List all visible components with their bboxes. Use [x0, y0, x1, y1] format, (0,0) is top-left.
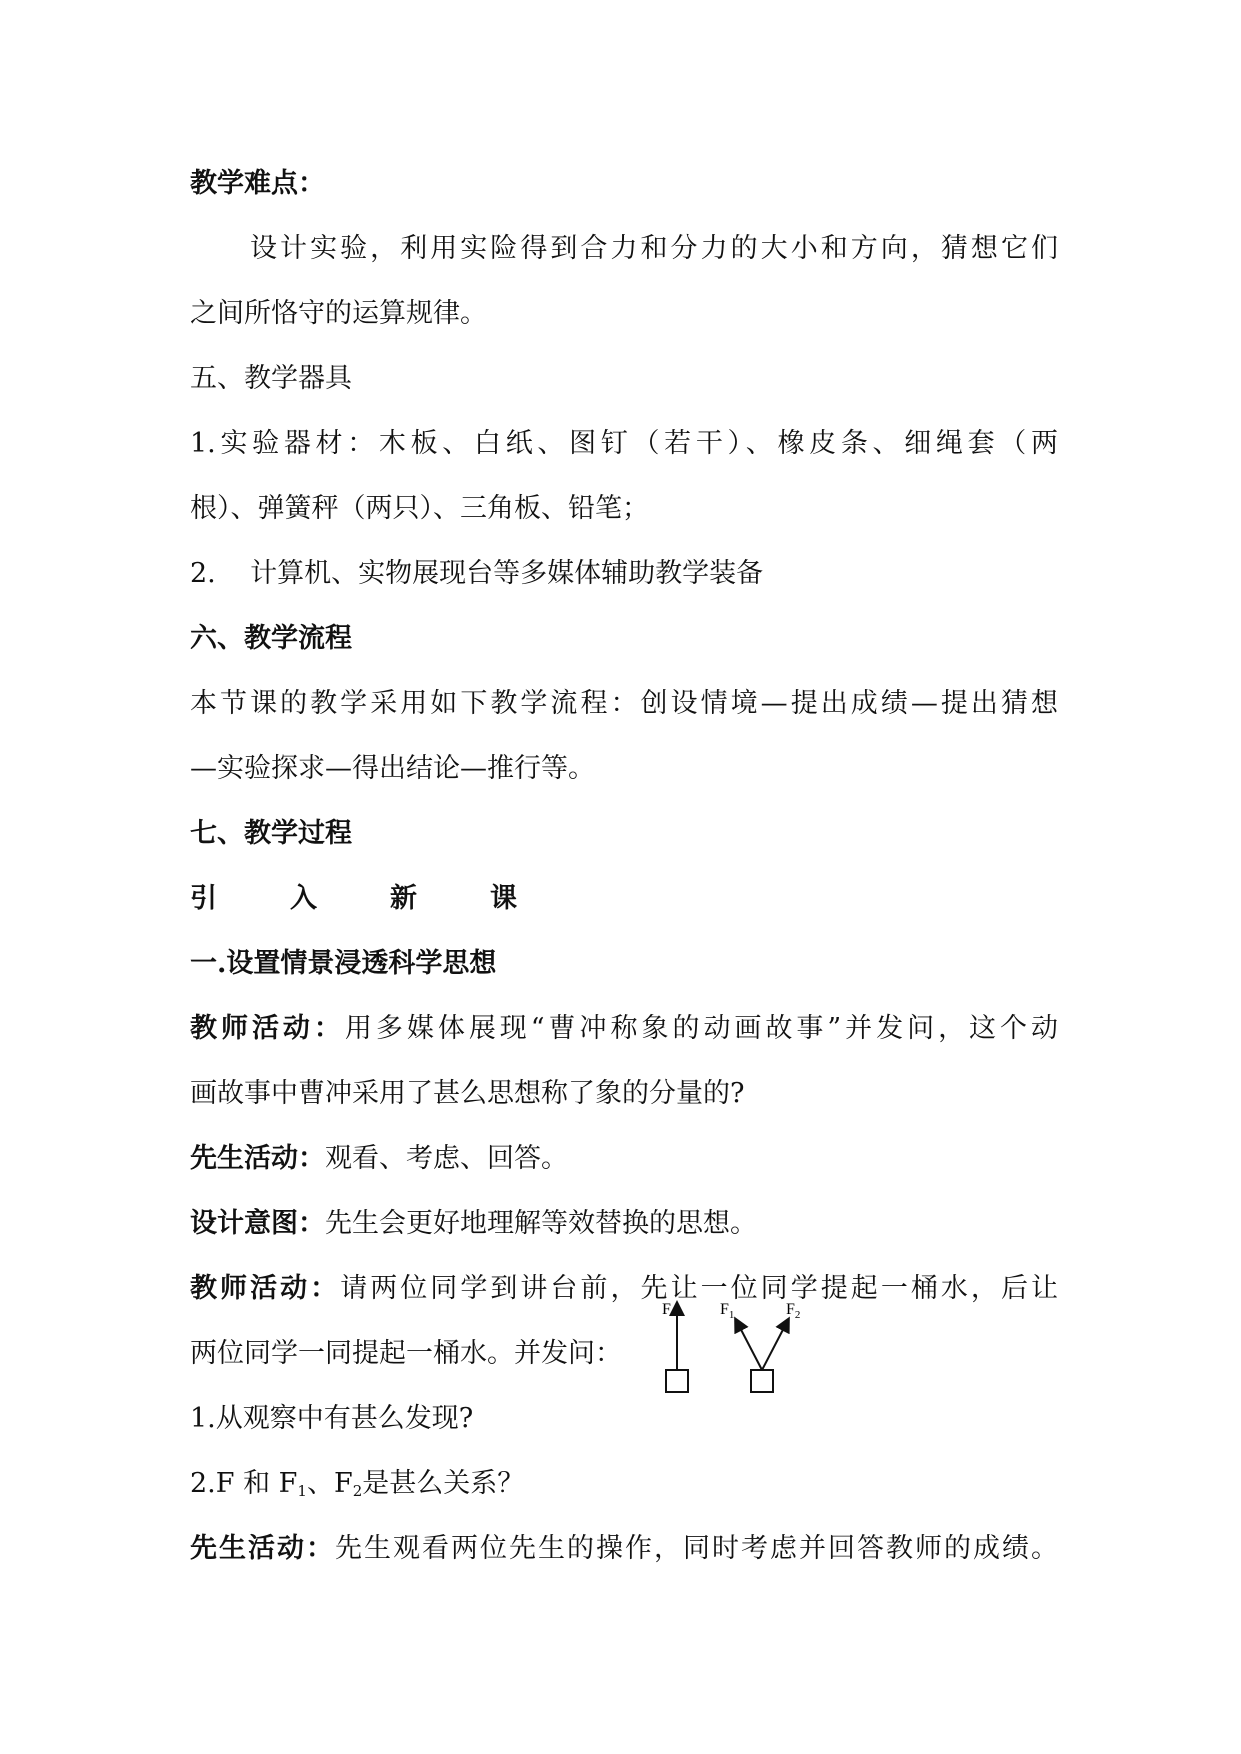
question2-sub1: 1: [297, 1482, 307, 1500]
arrow-f2: [762, 1320, 788, 1370]
question1: 1.从观察中有甚么发现?: [190, 1403, 474, 1434]
part1-title: 一.设置情景浸透科学思想: [190, 948, 497, 979]
flow-line2: —实验探求—得出结论—推行等。: [190, 753, 595, 784]
intent-label: 设计意图：: [190, 1208, 325, 1239]
force-diagram: [650, 1290, 830, 1400]
difficulty-line2: 之间所恪守的运算规律。: [190, 298, 487, 329]
label-f: F: [662, 1301, 671, 1318]
flow-line1: 本节课的教学采用如下教学流程：创设情境—提出成绩—提出猜想: [190, 688, 1058, 719]
teacher-label-2: 教师活动：: [190, 1273, 341, 1304]
label-f2: $F_2$: [786, 1301, 801, 1321]
teacher1-line2: 画故事中曹冲采用了甚么思想称了象的分量的?: [190, 1078, 745, 1109]
section5-title: 五、教学器具: [190, 363, 352, 394]
intent-text: 先生会更好地理解等效替换的思想。: [325, 1208, 757, 1239]
question2: [190, 1467, 524, 1508]
section7-title: 七、教学过程: [190, 818, 352, 849]
bucket-single: [666, 1370, 688, 1392]
tools-line2: 根）、弹簧秤（两只）、三角板、铅笔；: [190, 493, 649, 524]
section6-title: 六、教学流程: [190, 623, 352, 654]
student-label-2: 先生活动：: [190, 1533, 335, 1564]
tools-line1: 1.实验器材：木板、白纸、图钉（若干）、橡皮条、细绳套（两: [190, 428, 1058, 459]
difficulty-heading: 教学难点：: [190, 168, 325, 199]
question2-part-b: 、F: [306, 1468, 353, 1499]
bucket-shared: [751, 1370, 773, 1392]
teacher1-text: 用多媒体展现“曹冲称象的动画故事”并发问，这个动: [344, 1013, 1059, 1044]
intro-heading: [190, 882, 590, 916]
teacher2-text: 请两位同学到讲台前，先让一位同学提起一桶水，后让: [340, 1273, 1059, 1304]
student2-line: [190, 1532, 1058, 1566]
teacher-label: 教师活动：: [190, 1013, 345, 1044]
student-label: 先生活动：: [190, 1143, 325, 1174]
question2-part-a: 2.F 和 F: [190, 1468, 298, 1499]
intro-char-2: 入: [290, 883, 317, 914]
tools-line3: 2. 计算机、实物展现台等多媒体辅助教学装备: [190, 558, 764, 589]
question2-part-c: 是甚么关系？: [362, 1468, 525, 1499]
intro-char-3: 新: [390, 883, 417, 914]
intro-char-1: 引: [190, 883, 217, 914]
teacher2-line2: 两位同学一同提起一桶水。并发问：: [190, 1338, 622, 1369]
student2-text: 先生观看两位先生的操作，同时考虑并回答教师的成绩。: [335, 1533, 1058, 1564]
student1-text: 观看、考虑、回答。: [325, 1143, 568, 1174]
teacher2-line1: [190, 1272, 1058, 1306]
arrow-f1: [736, 1320, 762, 1370]
difficulty-line1: 设计实验，利用实险得到合力和分力的大小和方向，猜想它们: [250, 233, 1058, 264]
student1-line: [190, 1142, 568, 1176]
intro-char-4: 课: [490, 883, 517, 914]
intent-line: [190, 1207, 757, 1241]
teacher1-line1: [190, 1012, 1058, 1046]
question2-sub2: 2: [352, 1482, 363, 1500]
label-f1: $F_1$: [720, 1301, 735, 1321]
